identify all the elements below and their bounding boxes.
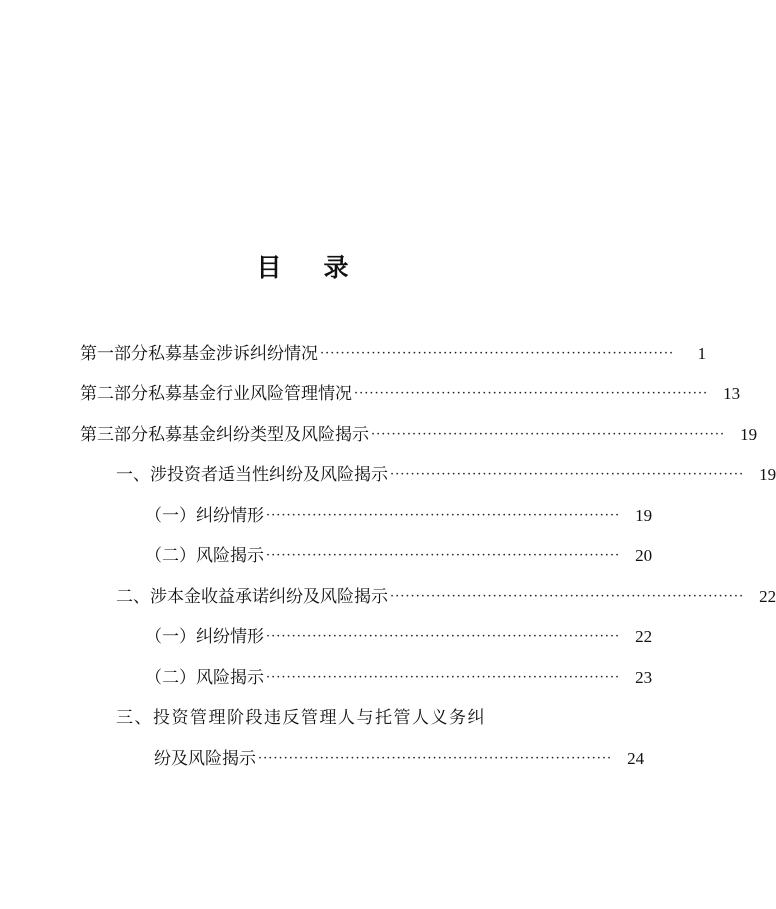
toc-entry-label: 私募基金行业风险管理情况: [148, 384, 352, 404]
leader-dots: ·····································································: [390, 589, 745, 604]
toc-entry-label: 私募基金涉诉纠纷情况: [148, 344, 318, 364]
toc-entry-label: 纷及风险揭示: [154, 749, 256, 769]
leader-dots: ·····································································: [258, 751, 613, 766]
toc-entry-section-2[interactable]: [116, 584, 776, 610]
leader-dots: ·····································································: [390, 467, 745, 482]
title-char-1: 目: [256, 253, 284, 282]
toc-entry-label: 私募基金纠纷类型及风险揭示: [148, 425, 369, 445]
toc-entry-label: （一）纠纷情形: [145, 627, 264, 647]
title-char-2: 录: [323, 253, 351, 282]
leader-dots: ·····································································: [266, 629, 621, 644]
toc-entry-subsection-2-1[interactable]: [145, 624, 653, 650]
toc-part-prefix: 第二部分: [80, 384, 148, 404]
leader-dots: ·····································································: [320, 346, 675, 361]
toc-entry-part-3[interactable]: [80, 422, 758, 448]
toc-page-number: 13: [723, 384, 741, 403]
leader-dots: ·····································································: [354, 386, 709, 401]
toc-entry-section-3-continued[interactable]: [154, 746, 645, 772]
toc-page-number: 19: [740, 425, 758, 444]
toc-entry-section-1[interactable]: [116, 462, 776, 488]
leader-dots: ·····································································: [371, 427, 726, 442]
toc-page-number: 23: [635, 668, 653, 687]
toc-page-number: 19: [759, 465, 776, 484]
toc-part-prefix: 第三部分: [80, 425, 148, 445]
toc-page-number: 19: [635, 506, 653, 525]
toc-entry-label: 三、投资管理阶段违反管理人与托管人义务纠: [116, 708, 486, 728]
toc-page-number: 22: [759, 587, 776, 606]
toc-entry-subsection-2-2[interactable]: [145, 665, 653, 691]
toc-page-number: 1: [697, 344, 707, 363]
toc-entry-label: 二、涉本金收益承诺纠纷及风险揭示: [116, 587, 388, 607]
toc-page-number: 24: [627, 749, 645, 768]
toc-entry-label: （二）风险揭示: [145, 546, 264, 566]
toc-entry-part-2[interactable]: [80, 381, 741, 407]
leader-dots: ·····································································: [266, 548, 621, 563]
toc-page-number: 20: [635, 546, 653, 565]
toc-page-number: 22: [635, 627, 653, 646]
toc-entry-subsection-1-1[interactable]: [145, 503, 653, 529]
toc-entry-section-3[interactable]: [116, 705, 502, 731]
toc-entry-label: （二）风险揭示: [145, 668, 264, 688]
leader-dots: ·····································································: [266, 670, 621, 685]
toc-entry-subsection-1-2[interactable]: [145, 543, 653, 569]
toc-entry-label: 一、涉投资者适当性纠纷及风险揭示: [116, 465, 388, 485]
toc-part-prefix: 第一部分: [80, 344, 148, 364]
toc-entry-label: （一）纠纷情形: [145, 506, 264, 526]
toc-entry-part-1[interactable]: [80, 341, 707, 367]
leader-dots: ·····································································: [266, 508, 621, 523]
